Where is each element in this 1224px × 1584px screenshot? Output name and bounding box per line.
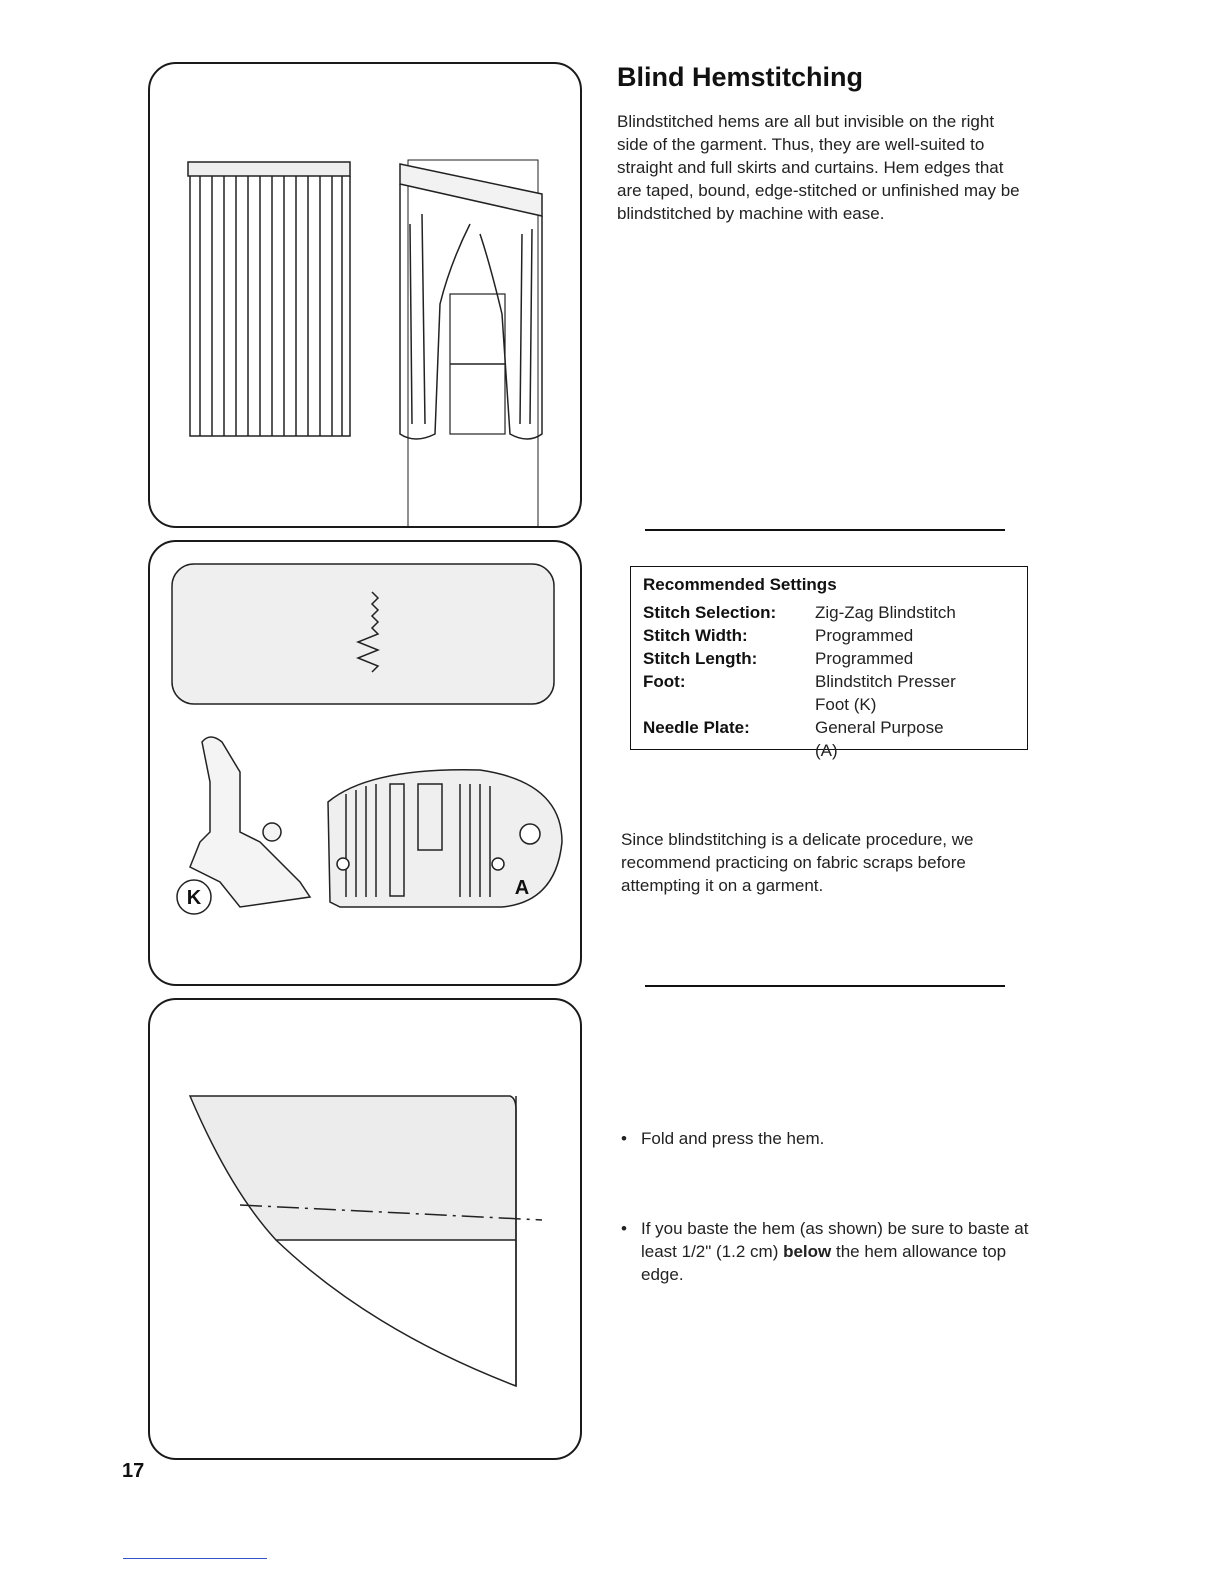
setting-value: Programmed — [815, 626, 914, 645]
settings-row — [643, 601, 965, 624]
setting-label: Stitch Width: — [643, 626, 748, 645]
setting-value: Programmed — [815, 649, 914, 668]
recommended-settings-box — [630, 566, 1028, 760]
divider — [645, 529, 1005, 531]
setting-value: Blindstitch Presser Foot (K) — [815, 672, 956, 714]
plate-label: A — [514, 877, 530, 899]
fold-step-text: Fold and press the hem. — [641, 1129, 825, 1148]
practice-paragraph: Since blindstitching is a delicate procedure, we recommend practicing on fabric scraps before attempting it on a garment. — [621, 830, 974, 895]
setting-value: General Purpose (A) — [815, 718, 944, 760]
baste-step-text: If you baste the hem (as shown) be sure to baste at least 1/2" (1.2 cm) — [641, 1219, 1029, 1261]
hem-fold-diagram — [150, 1000, 580, 1458]
setting-label: Foot: — [643, 672, 686, 691]
list-item — [621, 1127, 1031, 1150]
settings-row — [643, 647, 965, 670]
baste-step-text-end: the hem allowance top edge. — [641, 1242, 1007, 1284]
curtains-illustration — [150, 64, 580, 526]
settings-heading: Recommended Settings — [643, 575, 837, 594]
page-number: 17 — [122, 1460, 145, 1482]
foot-label: K — [186, 887, 202, 909]
footer-line — [123, 1558, 267, 1559]
settings-table — [643, 601, 965, 762]
presser-foot-icon — [190, 737, 310, 907]
setting-label: Needle Plate: — [643, 718, 750, 737]
curtains-illustration-panel — [148, 62, 582, 528]
settings-illustration-panel — [148, 540, 582, 986]
setting-value: Zig-Zag Blindstitch — [815, 603, 956, 622]
intro-paragraph: Blindstitched hems are all but invisible on the right side of the garment. Thus, they are well-suited to straight and full skirts and curtains. Hem edges that are taped, bound, edge-stitched or unfinished may be blindstitched by machine with ease. — [617, 112, 1020, 223]
page-title: Blind Hemstitching — [617, 62, 864, 92]
setting-label: Stitch Selection: — [643, 603, 777, 622]
list-item — [621, 1217, 1031, 1286]
instruction-list — [621, 1127, 1031, 1286]
settings-row — [643, 670, 965, 716]
divider — [645, 985, 1005, 987]
setting-label: Stitch Length: — [643, 649, 758, 668]
settings-row — [643, 624, 965, 647]
baste-step-emphasis: below — [783, 1242, 832, 1261]
stitch-display-illustration — [150, 542, 580, 984]
settings-row — [643, 716, 965, 762]
hem-fold-panel — [148, 998, 582, 1460]
